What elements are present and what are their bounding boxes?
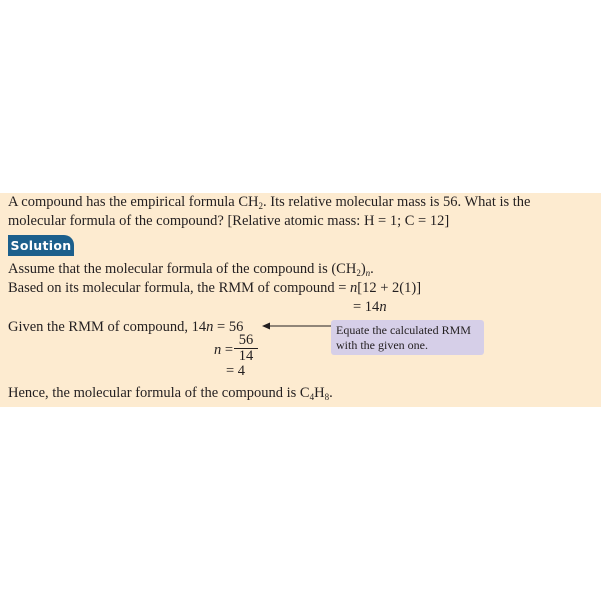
fraction-numerator: 56 <box>238 332 254 348</box>
note-line-2: with the given one. <box>336 338 428 352</box>
arrow-left-icon <box>262 321 334 331</box>
given-rmm-line: Given the RMM of compound, 14n = 56 <box>8 319 244 335</box>
question-line-2: molecular formula of the compound? [Relative atomic mass: H = 1; C = 12] <box>8 213 450 229</box>
assumption-line: Assume that the molecular formula of the compound is $(CH_2)_n$. <box>8 261 374 278</box>
n-result-line: = 4 <box>226 363 246 379</box>
fraction <box>232 333 260 363</box>
n-equals-label: n = <box>214 342 234 358</box>
question-line-1: A compound has the empirical formula $CH_2$. Its relative molecular mass is 56. What is the <box>8 194 531 211</box>
conclusion-line: Hence, the molecular formula of the compound is $C_4H_8$. <box>8 385 333 402</box>
fraction-denominator: 14 <box>238 348 254 364</box>
annotation-note <box>331 320 484 355</box>
note-line-1: Equate the calculated RMM <box>336 323 471 337</box>
solution-badge: Solution <box>8 235 74 256</box>
rmm-expression-line: Based on its molecular formula, the RMM of compound = n[12 + 2(1)] <box>8 280 422 296</box>
rmm-result-line: = 14n <box>353 299 387 315</box>
